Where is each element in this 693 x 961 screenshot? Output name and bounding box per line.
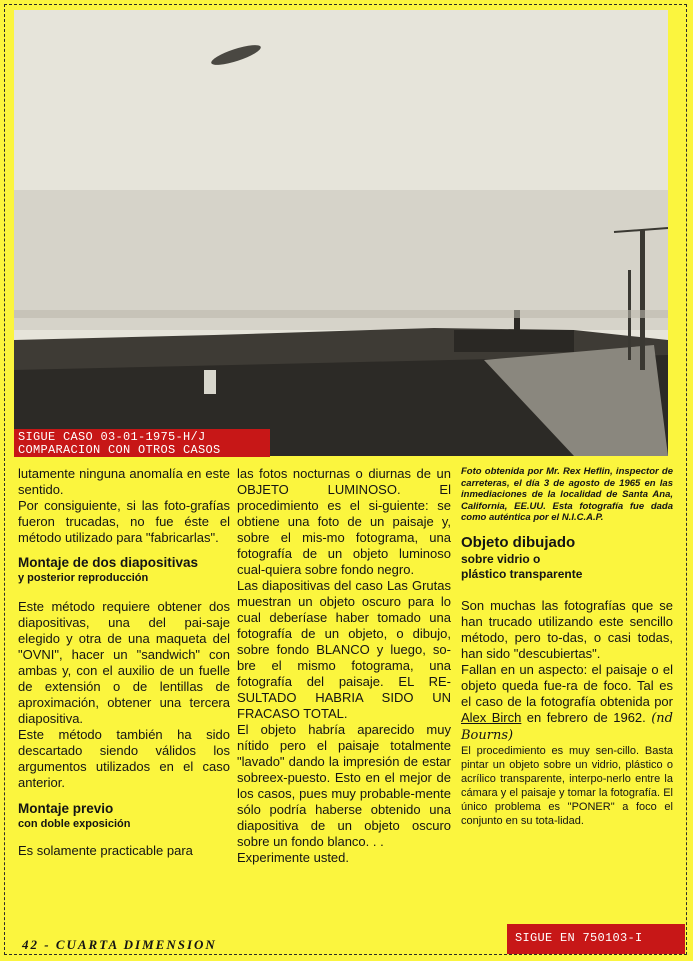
col1-paragraph-5: Es solamente practicable para: [18, 843, 193, 858]
photo-scene: [14, 10, 668, 456]
subheading-plastico-transparente: plástico transparente: [461, 566, 583, 581]
col2-paragraph-1: las fotos nocturnas o diurnas de un OBJETO LUMINOSO. El procedimiento es el si-guiente: se obtiene una foto de un paisaje y, sobre el mis-mo fotograma, una fotografía de un objeto luminoso cual-quiera sobre fondo negro.: [237, 466, 451, 577]
col3-paragraph-2-a: Fallan en un aspecto: el paisaje o el objeto queda fue-ra de foco. Tal es el caso de la fotografía obtenida por: [461, 661, 673, 709]
col1-paragraph-2: Por consiguiente, si las foto-grafías fueron trucadas, no fue éste el método utilizado para "fabricarlas".: [18, 498, 230, 545]
col2-paragraph-2: Las diapositivas del caso Las Grutas muestran un objeto oscuro para lo cual deberíase haber tomado una fotografía de un objeto, o dibujo, sobre fondo BLANCO y luego, so-bre el mismo fotograma, una fotografía del paisaje. EL RE-SULTADO HABRIA SIDO UN FRACASO TOTAL.: [237, 578, 451, 721]
col3-paragraph-2: [461, 662, 673, 744]
ufo-photograph: [14, 10, 668, 456]
col2-paragraph-3: El objeto habría aparecido muy nítido pero el paisaje totalmente "lavado" dando la impresión de estar sobreex-puesto. Esto en el mejor de los casos, pues muy probable-mente sólo podría haberse obtenido una diapositiva de un objeto oscuro sobre un fondo blanco. . .: [237, 722, 451, 849]
subheading-doble-exposicion: con doble exposición: [18, 818, 131, 830]
col3-paragraph-2-b: en febrero de 1962.: [521, 709, 646, 725]
col3-paragraph-3: El procedimiento es muy sen-cillo. Basta pintar un objeto sobre un vidrio, plástico o acrílico transparente, interpo-nerlo entre la cámara y el paisaje y tomar la fotografía. El único problema es "PONER" a foco el conjunto en su tota-lidad.: [461, 744, 673, 827]
alex-birch-name: Alex Birch: [461, 709, 522, 725]
column-1: [18, 466, 230, 859]
col1-paragraph-3: Este método requiere obtener dos diapositivas, una del pai-saje elegido y otra de una maqueta del "OVNI", hacer un "sandwich" con ambas y, con el auxilio de un fuelle de extensión o de lentillas de aproximación, obtener una tercera diapositiva.: [18, 599, 230, 726]
col2-paragraph-4: Experimente usted.: [237, 850, 350, 865]
handwritten-note: (nd Bourns): [461, 710, 673, 743]
col1-paragraph-1: lutamente ninguna anomalía en este sentido.: [18, 466, 230, 497]
col3-paragraph-1: Son muchas las fotografías que se han trucado utilizando este sencillo método, pero to-das, o casi todas, han sido "descubiertas".: [461, 597, 673, 661]
case-label-line1: SIGUE CASO 03-01-1975-H/J: [18, 430, 206, 444]
case-label: [14, 429, 270, 457]
heading-montaje-dos-diapositivas: Montaje de dos diapositivas: [18, 555, 199, 570]
column-2: [237, 466, 451, 866]
page-footer: 42 - CUARTA DIMENSION: [22, 937, 217, 952]
column-3: [461, 466, 673, 828]
follow-label: SIGUE EN 750103-I: [507, 924, 685, 954]
heading-montaje-previo: Montaje previo: [18, 801, 114, 816]
heading-objeto-dibujado: Objeto dibujado: [461, 533, 576, 551]
col1-paragraph-4: Este método también ha sido descartado siendo válidos los argumentos utilizados en el caso anterior.: [18, 727, 230, 790]
subheading-posterior-reproduccion: y posterior reproducción: [18, 572, 149, 584]
case-label-line2: COMPARACION CON OTROS CASOS: [18, 443, 221, 457]
subheading-sobre-vidrio: sobre vidrio o: [461, 551, 541, 566]
photo-caption: Foto obtenida por Mr. Rex Heflin, inspector de carreteras, el día 3 de agosto de 1965 en las inmediaciones de la localidad de Santa Ana, California, EE.UU. Esta fotografía fue dada como auténtica por el N.I.C.A.P.: [461, 466, 673, 523]
